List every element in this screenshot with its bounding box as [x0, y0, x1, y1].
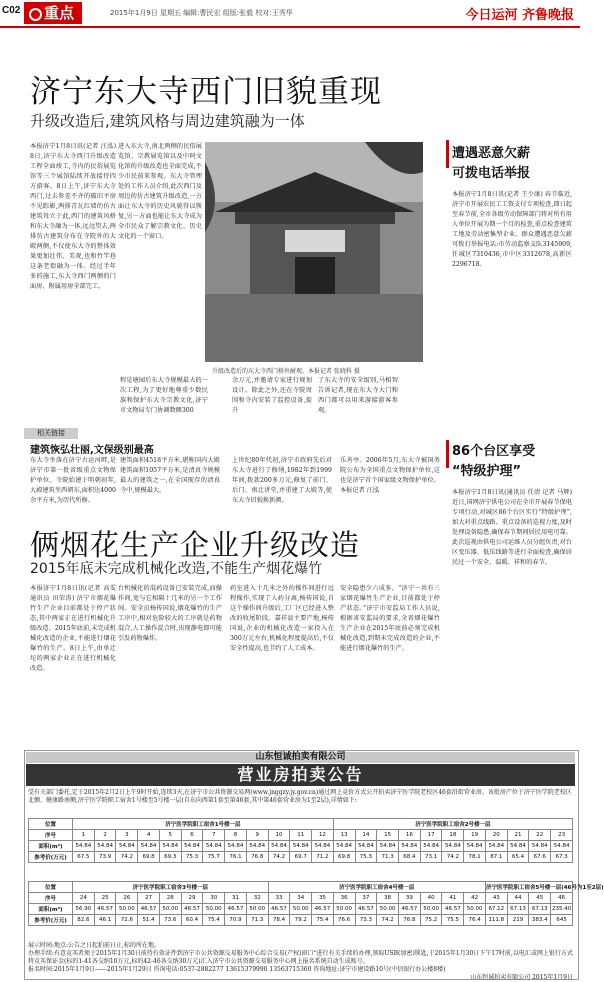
story2-col1: 本报济宁1月8日讯(记者 高雯 通讯员 田荣涛) 济宁市烟花爆竹生产企业目前都处于停产状态,其中两家正在进行机械化升级改造。2015年底前,未完成机械化改造的企业,不能进行烟花爆竹的生产。8日上午,由单迁坨的两家企业正在进行机械化改造。: [30, 585, 116, 672]
table-cell: 74.2: [116, 852, 138, 863]
table-cell: 67.12: [485, 904, 507, 915]
table-cell: 46.57: [399, 904, 421, 915]
table-cell: 54.84: [159, 841, 181, 852]
table-cell: 67.13: [529, 904, 551, 915]
table-cell: 74.2: [268, 852, 290, 863]
related-title: 建筑恢弘壮丽,文保级别最高: [30, 445, 154, 456]
table-header-label: 位置: [29, 882, 73, 893]
table-cell: 71.3: [246, 915, 268, 926]
ad-intro: 受有关部门委托,定于2015年2月2日上午9时开始,连续3天,在济宁市公共资源交易网(www.jnggzy.jy.gov.cn)通过网上竞价方式公开拍卖济宁医学院老校区46套沿街营业房。该批房产位于济宁医学院老校区北侧、健康路南侧,济宁医学院职工宿舍1号楼至5号楼一层(自东向西第1套至第46套,其中第46套营业房为1至2层),详情如下:: [28, 789, 572, 804]
table-cell: 76.6: [333, 915, 355, 926]
table-cell: 54.84: [138, 841, 160, 852]
sidebar2-marker: [446, 440, 449, 468]
related-col2: 建筑面积4518平方米,堪称国内大殿建筑面积1057平方米,是清真寺规模最大的建筑之一,在全国现存的清真寺中,规模最大。: [120, 457, 220, 494]
table-cell: 78.1: [464, 852, 486, 863]
table-cell: 69.8: [138, 852, 160, 863]
table-cell: 9: [246, 830, 268, 841]
temple-photo: [205, 142, 423, 362]
table-cell: 50.00: [333, 904, 355, 915]
table-cell: 6: [181, 830, 203, 841]
table-cell: 54.84: [312, 841, 334, 852]
table-cell: 46.57: [268, 904, 290, 915]
table-row: [29, 841, 573, 852]
table-cell: 54.84: [442, 841, 464, 852]
related-col1: 东大寺坐落在济宁古运河畔,是济宁市第一批省级重点文物保护单位。寺院始建于明朝初年,大殿建筑坐西朝东,面积达4000余平方米,为历代所修。: [30, 457, 116, 504]
table-cell: 69.7: [290, 852, 312, 863]
table-cell: 12: [312, 830, 334, 841]
table-cell: 76.4: [464, 915, 486, 926]
table-cell: 50.00: [116, 904, 138, 915]
table-cell: 50.00: [290, 904, 312, 915]
table-cell: 46.57: [94, 904, 116, 915]
table-cell: 25: [94, 893, 116, 904]
table-cell: 54.84: [420, 841, 442, 852]
table-cell: 50.00: [377, 904, 399, 915]
table-cell: 13: [333, 830, 355, 841]
table-cell: 38: [377, 893, 399, 904]
table-cell: 21: [507, 830, 529, 841]
table-cell: 1: [73, 830, 95, 841]
table-cell: 11: [290, 830, 312, 841]
table-cell: 40: [420, 893, 442, 904]
table-cell: 72.6: [116, 915, 138, 926]
table-cell: 37: [355, 893, 377, 904]
table-cell: 22: [529, 830, 551, 841]
table-cell: 65.4: [507, 852, 529, 863]
table-cell: 76.1: [225, 852, 247, 863]
photo-caption: 升级改造后的东大寺西门格外耐观。本报记者 张晓科 摄: [212, 368, 360, 375]
table-cell: 75.5: [442, 915, 464, 926]
table-cell: 46.1: [94, 915, 116, 926]
table-cell: 23: [551, 830, 573, 841]
auction-table-a: [28, 818, 573, 863]
table-cell: 2: [94, 830, 116, 841]
table-cell: 79.2: [290, 915, 312, 926]
table-cell: 54.84: [94, 841, 116, 852]
story2-subhead: 2015年底未完成机械化改造,不能生产烟花爆竹: [30, 561, 323, 577]
ad-footer-3: 报名时间:2015年1月9日——2015年1月29日 咨询电话:0537-2882277 13615379990 13563715360 咨询地址:济宁市建设路10号(中信银行办公楼8楼): [28, 966, 446, 973]
table-cell: 76.8: [246, 852, 268, 863]
table-cell: 54.84: [377, 841, 399, 852]
date-line: 2015年1月9日 星期五 编辑:曹民宏 组版:张毅 校对:王秀华: [110, 9, 293, 17]
table-cell: 69.8: [333, 852, 355, 863]
table-cell: 54.84: [355, 841, 377, 852]
table-cell: 87.1: [485, 852, 507, 863]
table-cell: 67.3: [551, 852, 573, 863]
story2-col4: 安全隐患少六成多。“济宁一共有三家烟花爆竹生产企业,目前都处于停产状态。”济宁市安监局工作人员说,根据省安监局的要求,全省烟花爆竹生产企业在2015年底前必须完成机械化改造,到期未完成改造的企业,不能进行烟花爆竹的生产。: [340, 585, 440, 652]
table-cell: 45: [529, 893, 551, 904]
table-cell: 15: [377, 830, 399, 841]
table-cell: 70.9: [225, 915, 247, 926]
story1-col5: 了东大寺的安全级别,马相智告诉记者,现在东大寺大门和西门都可以用来游接游客参观。: [318, 377, 398, 414]
story1-col2: 进入东大寺,南北两侧的民俗展览馆、宗教展览馆以及中阿文化馆的升级改造也全面完成,不少市民前来参观。东大寺管理处的工作人员介绍,此次西门及周边的仿古建筑升级改造,一方面让东大寺的历史风貌得以恢复,另一方面也能让东大寺成为全市民众了解宗教文化、历史文化的一个窗口。: [118, 143, 202, 240]
story1-col1: 本报济宁1月8日讯(记者 汪泓) 8日,济宁东大寺西门升级改造工程全面竣工,寺内的民俗展览馆等三个展馆陆续开放接待四方游客。8日上午,济宁东大寺西门,过去参差不齐的破旧平房不见踪影,两排青瓦红墙的仿古建筑耸立于此,西门的建筑风格和东大寺融为一体,远远望去,两排仿古建筑分布在寺院外的大殿两侧,不仅使东大寺的整体效果更加壮伟、美观,也和竹竿巷这条老街融为一体。经过半年多的施工,东大寺西门两侧的门面房、附属用房全部完工。: [30, 143, 116, 290]
table-cell: 18: [442, 830, 464, 841]
table-row: [29, 893, 573, 904]
table-cell: 31: [225, 893, 247, 904]
sidebar1-title-2: 可拨电话举报: [452, 166, 531, 181]
row-label: 面积(m²): [29, 904, 73, 915]
table-cell: 75.2: [420, 915, 442, 926]
ad-title: 营业房拍卖公告: [26, 764, 575, 786]
table-cell: 8: [225, 830, 247, 841]
section-label: 重点: [24, 2, 82, 24]
temple-illustration: [205, 142, 423, 362]
table-cell: 16: [399, 830, 421, 841]
table-cell: 54.84: [529, 841, 551, 852]
sidebar1: [452, 144, 572, 416]
table-cell: 73.3: [355, 915, 377, 926]
table-cell: 50.00: [203, 904, 225, 915]
table-cell: 73.6: [159, 915, 181, 926]
table-cell: 42: [464, 893, 486, 904]
table-cell: 75.7: [203, 852, 225, 863]
table-cell: 50.00: [464, 904, 486, 915]
table-cell: 46.57: [225, 904, 247, 915]
table-cell: 67.13: [507, 904, 529, 915]
table-cell: 27: [138, 893, 160, 904]
table-cell: 54.84: [116, 841, 138, 852]
table-cell: 36: [333, 893, 355, 904]
table-cell: 30: [203, 893, 225, 904]
table-cell: 76.8: [399, 915, 421, 926]
table-cell: 75.3: [181, 852, 203, 863]
table-cell: 39: [399, 893, 421, 904]
story2-headline: 俩烟花生产企业升级改造: [30, 528, 361, 562]
table-cell: 60.4: [181, 915, 203, 926]
table-cell: 383.4: [529, 915, 551, 926]
table-cell: 219: [507, 915, 529, 926]
sidebar2-title-2: “特级护理”: [452, 464, 522, 479]
story1-subhead: 升级改造后,建筑风格与周边建筑融为一体: [30, 112, 305, 130]
table-cell: 46.57: [442, 904, 464, 915]
row-label: 序号: [29, 830, 73, 841]
masthead: 今日运河 齐鲁晚报: [465, 8, 574, 23]
row-label: 面积(m²): [29, 841, 73, 852]
table-cell: 78.4: [268, 915, 290, 926]
row-label: 序号: [29, 893, 73, 904]
row-label: 参考价(万元): [29, 852, 73, 863]
row-label: 参考价(万元): [29, 915, 73, 926]
table-cell: 75.4: [312, 915, 334, 926]
table-cell: 44: [507, 893, 529, 904]
story2-col3: 药室进入十几米之外的操作间进行远程操作,实现了人药分离,杨传国说,自这个操作间升级后,工厂区已经进入整改的收尾阶段。嘉祥县主要产地,杨传国说,企业的机械化改造一家投入在300万元左右,机械化程度提高后,不仅安全性提高,也节约了人工成本。: [230, 585, 334, 652]
table-cell: 4: [138, 830, 160, 841]
sidebar2: [452, 442, 572, 740]
table-cell: 34: [290, 893, 312, 904]
table-cell: 46.57: [138, 904, 160, 915]
table-cell: 28: [159, 893, 181, 904]
table-cell: 54.84: [225, 841, 247, 852]
table-cell: 33: [268, 893, 290, 904]
ad-footer-4: 山东恒诚拍卖有限公司 2015年1月9日: [470, 974, 573, 981]
table-cell: 75.4: [203, 915, 225, 926]
table-cell: 19: [464, 830, 486, 841]
table-cell: 17: [420, 830, 442, 841]
table-cell: 71.2: [312, 852, 334, 863]
table-cell: 3: [116, 830, 138, 841]
table-cell: 35: [312, 893, 334, 904]
story1-col3: 程是塘园后东大寺规模最大的一次工程,为了更好地尊重少数民族和保护东大寺宗教文化,济宁市文物局专门协调数额300: [120, 377, 208, 414]
table-cell: 50.00: [246, 904, 268, 915]
table-cell: 10: [268, 830, 290, 841]
story2-col2: 台机械化的混药设备已安装完成,而操作间,宽与它相隔十几米的另一个工作间。安全员杨传国说,烟花爆竹的生产工序中,相对危险较大的工序就是药物混合,人工操作混合时,出现静电即可能引发药物爆炸。: [118, 585, 222, 642]
table-cell: 50.00: [420, 904, 442, 915]
related-col4: 乐善亭。2006年5月,东大寺被国务院公布为全国重点文物保护单位,这也是济宁首个国家级文物保护单位。本报记者 汪泓: [340, 457, 440, 494]
table-cell: 26: [116, 893, 138, 904]
table-header-label: 位置: [29, 819, 73, 830]
table-cell: 54.84: [290, 841, 312, 852]
table-cell: 54.84: [203, 841, 225, 852]
table-row: [29, 830, 573, 841]
table-header-location: 济宁医学院职工宿舍4号楼一层: [268, 882, 485, 893]
ad-footer: [28, 942, 573, 982]
sidebar2-title-1: 86个台区享受: [452, 444, 536, 459]
table-cell: 54.84: [399, 841, 421, 852]
table-cell: 75.3: [355, 852, 377, 863]
table-cell: 71.3: [377, 852, 399, 863]
table-cell: 73.9: [94, 852, 116, 863]
related-col3: 上世纪80年代初,济宁市政府先后对东大寺进行了修缮,1982年到1999年间,拨款200多万元,修复了前门、后门、南北讲堂,并重建了大殿等,使东大寺旧貌换新颜。: [232, 457, 332, 504]
table-cell: 46.57: [312, 904, 334, 915]
table-cell: 41: [442, 893, 464, 904]
sidebar1-title-1: 遭遇恶意欠薪: [452, 146, 531, 161]
ad-footer-2: 办理手续:有意竞买者须于2015年1月30日前持有效证件到济宁市公共资源交易服务中心综合交易(产权)窗口“进行有关手续的办理,领取USB(加密)锁匙,于2015年1月30日下午17时前,以电汇或网上银行方式将竞买保证金(标的1-41各交纳10万元,标的42-46各交纳30万元)汇入济宁市公共资源交易服务中心网上报名系统自动生成账号。: [28, 950, 573, 965]
table-cell: 54.84: [333, 841, 355, 852]
story1-col4: 余万元,并邀请专家进行规划设计。除此之外,还在寺院周围和寺内安装了监控设备,提升: [232, 377, 312, 414]
table-header-location: 济宁医学院职工宿舍2号楼一层: [333, 819, 572, 830]
ad-footer-1: 展示时间:地点:公告之日起拍前日止,标的所在地。: [28, 942, 160, 949]
table-row: [29, 904, 573, 915]
table-row: [29, 852, 573, 863]
table-cell: 43: [485, 893, 507, 904]
table-cell: 73.1: [420, 852, 442, 863]
table-cell: 51.4: [138, 915, 160, 926]
table-cell: 5: [159, 830, 181, 841]
ad-company: 山东恒诚拍卖有限公司: [26, 752, 575, 763]
table-cell: 54.84: [73, 841, 95, 852]
table-cell: 67.5: [73, 852, 95, 863]
table-header-location: 济宁医学院职工宿舍1号楼一层: [73, 819, 334, 830]
table-header-location: 济宁医学院职工宿舍5号楼一层(46号为1至2层): [485, 882, 572, 893]
story1-headline: 济宁东大寺西门旧貌重现: [30, 74, 382, 110]
table-row: [29, 915, 573, 926]
table-cell: 74.2: [442, 852, 464, 863]
table-cell: 68.4: [399, 852, 421, 863]
page-number: C02: [2, 5, 21, 16]
table-cell: 56.90: [73, 904, 95, 915]
sidebar1-marker: [446, 140, 449, 168]
table-cell: 46: [551, 893, 573, 904]
table-cell: 82.6: [73, 915, 95, 926]
table-cell: 54.84: [507, 841, 529, 852]
table-cell: 14: [355, 830, 377, 841]
table-cell: 54.84: [181, 841, 203, 852]
table-cell: 54.84: [268, 841, 290, 852]
table-cell: 54.84: [485, 841, 507, 852]
table-cell: 69.3: [159, 852, 181, 863]
table-cell: 54.84: [464, 841, 486, 852]
table-header-location: 济宁医学院职工宿舍3号楼一层: [73, 882, 269, 893]
table-cell: 67.6: [529, 852, 551, 863]
table-cell: 20: [485, 830, 507, 841]
auction-table-b: [28, 881, 604, 926]
sidebar2-text: 本报济宁1月8日讯(通讯员 任清 记者 马辉) 近日,国网济宁供电公司在全市开展春节保电专项行动,对城区86个台区实行“特级护理”,加大对重点线路、重点设备的巡视力度,及时处理设备隐患,确保春节期间居民用电可靠。此次巡视由供电公司运维人员分组负责,对台区变压器、低压线路等进行全面检查,确保居民过一个安全、温暖、祥和的春节。: [452, 489, 572, 566]
table-cell: 54.84: [246, 841, 268, 852]
table-cell: 29: [181, 893, 203, 904]
table-cell: 111.8: [485, 915, 507, 926]
table-cell: 235.40: [551, 904, 573, 915]
sidebar1-text: 本报济宁1月8日讯(记者 王少康) 春节临近,济宁市开展农民工工资支付专项检查,即日起至春节前,全市各级劳动保障部门将对所有用人单位开展为期一个月的检查,重点检查建筑工地及劳动密集型企业。群众遭遇恶意欠薪可拨打举报电话:市劳动监察支队3145909,任城区7310436,市中区3312678,高新区2296718。: [452, 191, 572, 268]
table-cell: 46.57: [355, 904, 377, 915]
table-cell: 74.2: [377, 915, 399, 926]
table-cell: 7: [203, 830, 225, 841]
table-cell: 50.00: [159, 904, 181, 915]
related-tag: 相关链接: [24, 428, 78, 439]
table-cell: 645: [551, 915, 573, 926]
table-cell: 54.84: [551, 841, 573, 852]
table-cell: 32: [246, 893, 268, 904]
table-cell: 24: [73, 893, 95, 904]
table-cell: 46.57: [181, 904, 203, 915]
